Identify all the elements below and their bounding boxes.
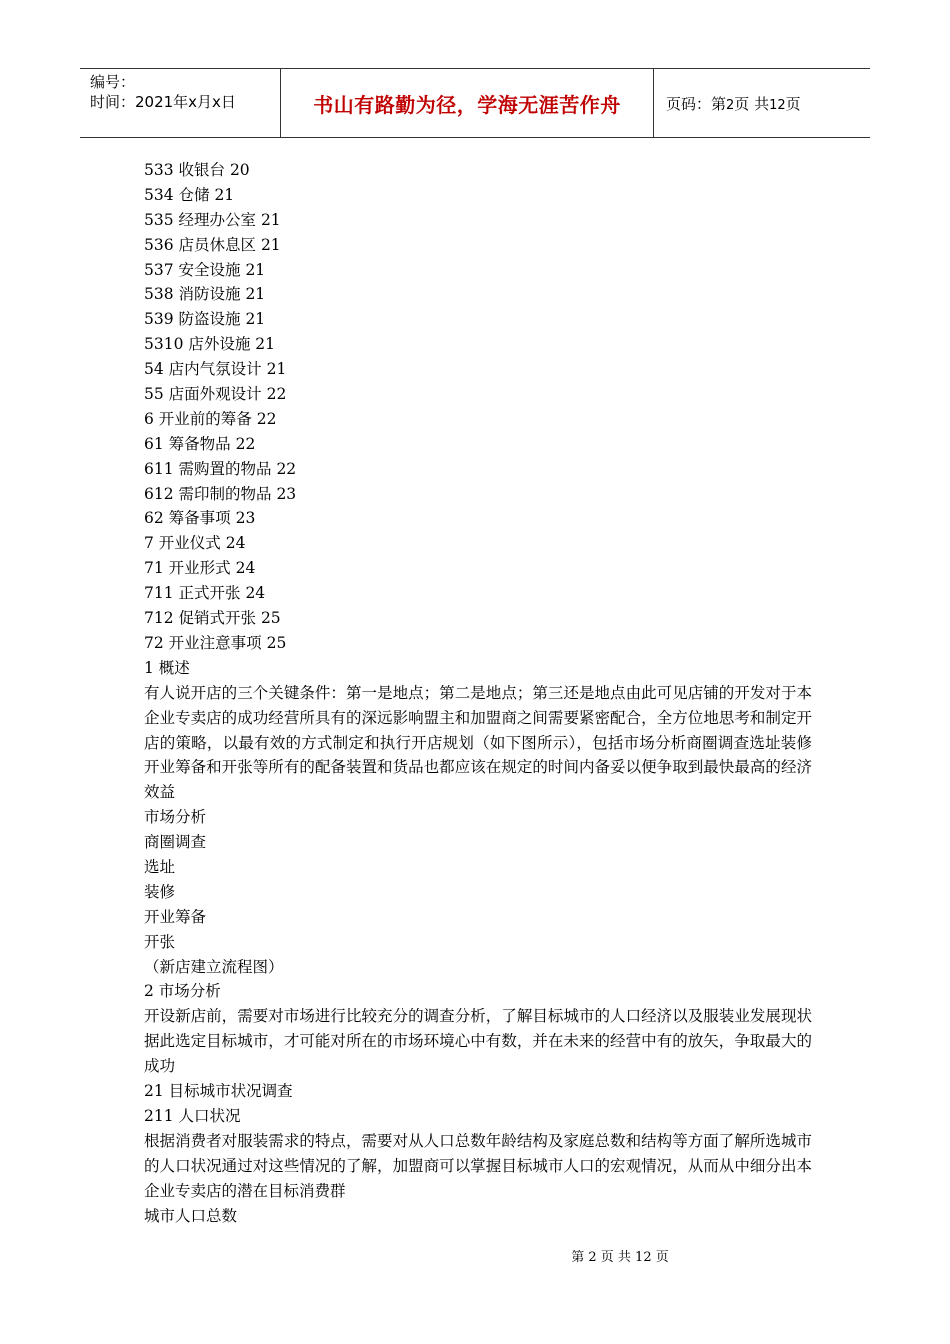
toc-entry: 537 安全设施 21 [144, 260, 266, 279]
page-footer: 第 2 页 共 12 页 [571, 1250, 669, 1265]
section-heading-market-analysis: 2 市场分析 [144, 982, 221, 1001]
toc-entry: 534 仓储 21 [144, 185, 235, 204]
population-total-label: 城市人口总数 [144, 1206, 238, 1225]
flow-step: 开张 [144, 932, 176, 951]
toc-entry: 539 防盗设施 21 [144, 310, 266, 329]
toc-entry: 611 需购置的物品 22 [144, 459, 297, 478]
toc-entry: 61 筹备物品 22 [144, 434, 256, 453]
document-time-label: 时间：2021年x月x日 [90, 93, 236, 111]
toc-entry: 711 正式开张 24 [144, 584, 266, 603]
toc-entry: 536 店员休息区 21 [144, 235, 281, 254]
toc-entry: 71 开业形式 24 [144, 559, 256, 578]
header-motto-cell [281, 69, 654, 137]
page-label: 页码：第 [666, 94, 727, 113]
toc-entry: 7 开业仪式 24 [144, 534, 246, 553]
flow-step: 商圈调查 [144, 833, 207, 852]
header-meta-cell [80, 69, 281, 137]
overview-paragraph: 有人说开店的三个关键条件：第一是地点；第二是地点；第三还是地点由此可见店铺的开发对于本企业专卖店的成功经营所具有的深远影响盟主和加盟商之间需要紧密配合，全方位地思考和制定开店的策略，以最有效的方式制定和执行开店规划（如下图所示），包括市场分析商圈调查选址装修开业筹备和开张等所有的配备装置和货品也都应该在规定的时间内备妥以便争取到最快最高的经济效益 [144, 683, 812, 802]
market-analysis-paragraph: 开设新店前，需要对市场进行比较充分的调查分析，了解目标城市的人口经济以及服装业发展现状据此选定目标城市，才可能对所在的市场环境心中有数，并在未来的经营中有的放矢，争取最大的成功 [144, 1007, 812, 1076]
flow-step: 市场分析 [144, 808, 207, 827]
toc-entry: 533 收银台 20 [144, 161, 250, 179]
header-page-cell [654, 69, 870, 137]
population-paragraph: 根据消费者对服装需求的特点，需要对从人口总数年龄结构及家庭总数和结构等方面了解所选城市的人口状况通过对这些情况的了解，加盟商可以掌握目标城市人口的宏观情况，从而从中细分出本企业专卖店的潜在目标消费群 [144, 1131, 812, 1200]
toc-entry: 72 开业注意事项 25 [144, 633, 287, 652]
header-page-info [666, 93, 801, 114]
flow-step: 装修 [144, 882, 176, 901]
page-number: 2 [726, 97, 735, 113]
flow-step: 选址 [144, 858, 176, 877]
page-end-label: 页 [785, 94, 801, 113]
toc-entry: 54 店内气氛设计 21 [144, 360, 287, 379]
page-header [80, 68, 870, 138]
toc-entry: 62 筹备事项 23 [144, 509, 256, 528]
toc-entry: 712 促销式开张 25 [144, 609, 281, 628]
flow-chart-steps [144, 805, 812, 954]
flow-chart-caption: （新店建立流程图） [144, 957, 284, 976]
table-of-contents [144, 158, 812, 656]
document-number-label: 编号： [90, 73, 136, 91]
toc-entry: 5310 店外设施 21 [144, 335, 276, 354]
flow-step: 开业筹备 [144, 907, 207, 926]
page-mid-label: 页 共 [734, 94, 770, 113]
subsection-heading-city-survey: 21 目标城市状况调查 [144, 1082, 293, 1101]
toc-entry: 538 消防设施 21 [144, 285, 266, 304]
toc-entry: 55 店面外观设计 22 [144, 385, 287, 404]
subsection-heading-population: 211 人口状况 [144, 1106, 241, 1125]
toc-entry: 612 需印制的物品 23 [144, 484, 297, 503]
header-motto: 书山有路勤为径，学海无涯苦作舟 [313, 92, 621, 117]
section-heading-overview: 1 概述 [144, 658, 190, 677]
toc-entry: 535 经理办公室 21 [144, 210, 281, 229]
document-body [144, 158, 812, 1228]
toc-entry: 6 开业前的筹备 22 [144, 409, 277, 428]
page-total: 12 [769, 97, 786, 113]
